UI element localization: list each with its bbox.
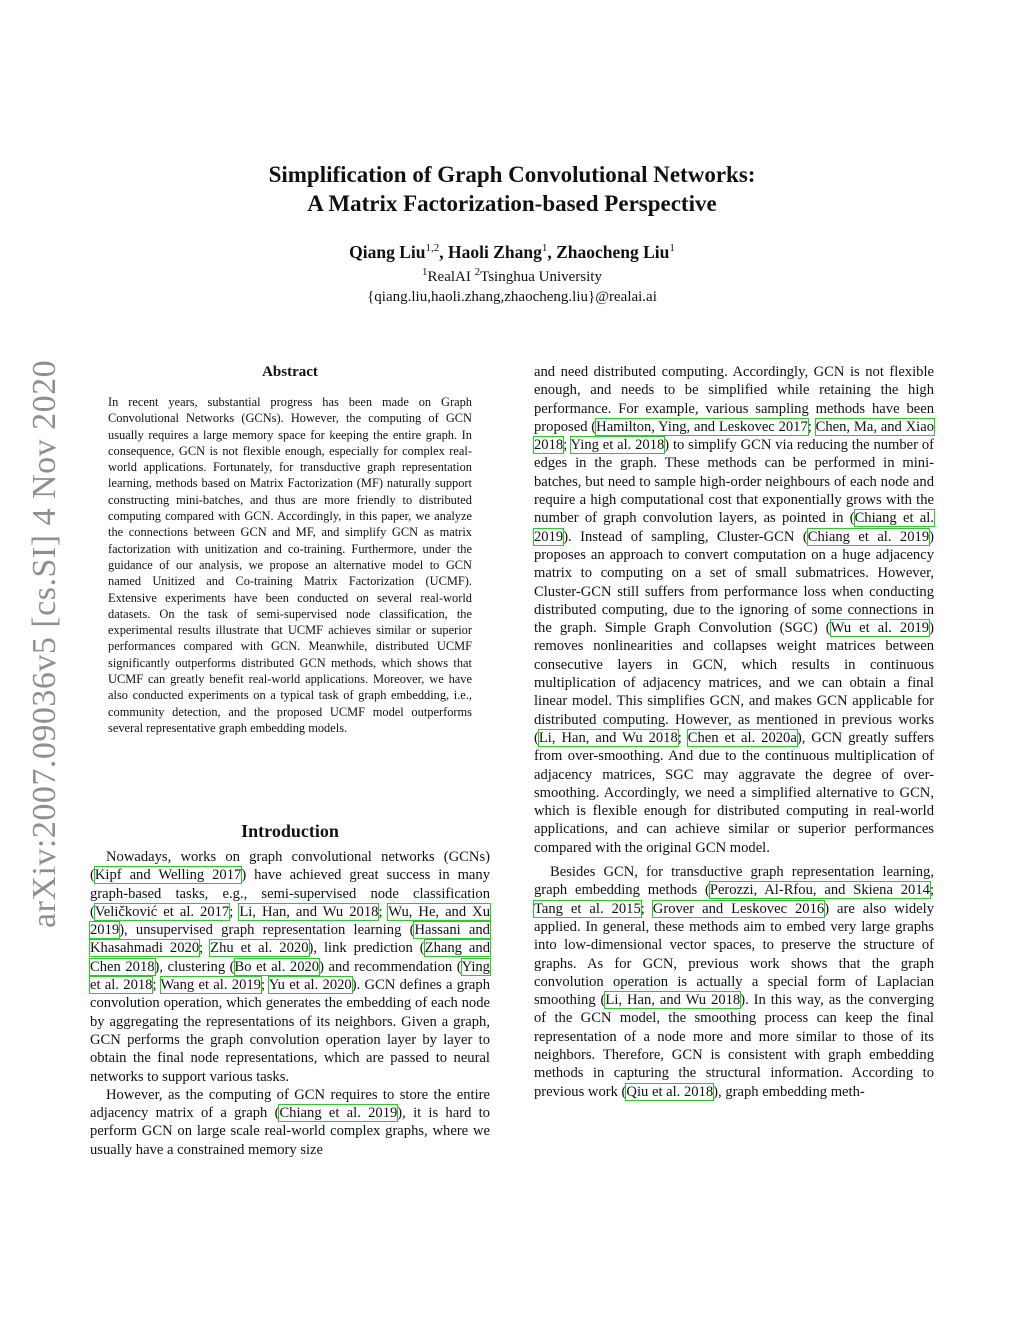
introduction-left-column bbox=[90, 848, 490, 1159]
citation-link[interactable]: Bo et al. 2020 bbox=[234, 958, 320, 975]
author-name: Qiang Liu bbox=[349, 241, 426, 262]
citation-link[interactable]: Zhu et al. 2020 bbox=[210, 940, 309, 957]
author-name: Zhaocheng Liu bbox=[556, 241, 670, 262]
citation-link[interactable]: Veličković et al. 2017 bbox=[94, 903, 230, 920]
affiliation-mark: 2 bbox=[474, 266, 481, 278]
body-text: However, as the computing of GCN requires to store the entire adjacency matrix of a graph ( bbox=[90, 1086, 490, 1122]
arxiv-identifier-stamp: arXiv:2007.09036v5 [cs.SI] 4 Nov 2020 bbox=[26, 359, 63, 928]
citation-link[interactable]: Chiang et al. 2019 bbox=[279, 1105, 398, 1122]
citation-link[interactable]: Tang et al. 2015 bbox=[534, 900, 641, 917]
body-text: ) have achieved great success in many graph-based tasks, e.g., semi-supervised node classification ( bbox=[90, 867, 490, 920]
intro-paragraph-1 bbox=[90, 848, 490, 1086]
citation-link[interactable]: Qiu et al. 2018 bbox=[626, 1083, 714, 1100]
body-text: ). In this way, as the converging of the GCN model, the smoothing process can keep the final representation of a node more and more similar to those of its neighbors. Therefore, GCN is consistent with graph embedding methods in capturing the structural information. According to previous work ( bbox=[534, 992, 934, 1100]
body-text: Besides GCN, for transductive graph representation learning, graph embedding methods ( bbox=[534, 864, 934, 899]
citation-link[interactable]: Ying et al. 2018 bbox=[90, 958, 490, 994]
author-emails: {qiang.liu,haoli.zhang,zhaocheng.liu}@realai.ai bbox=[367, 289, 657, 305]
author-affiliation-mark: 1 bbox=[541, 242, 548, 254]
body-text: ) to simplify GCN via reducing the number of edges in the graph. These methods can be performed in mini-batches, but need to sample high-order neighbours of each node and require a high computational cost that exponentially grows with the number of graph convolution layers, as pointed in ( bbox=[534, 437, 935, 527]
citation-link[interactable]: Chen, Ma, and Xiao 2018 bbox=[534, 418, 934, 454]
title-line-2: A Matrix Factorization-based Perspective bbox=[307, 191, 717, 216]
citation-separator: ; bbox=[378, 903, 389, 920]
body-text: and need distributed computing. Accordingly, GCN is not flexible enough, and needs to be simplified while retaining the high performance. For example, various sampling methods have been proposed ( bbox=[534, 364, 934, 435]
author-separator: , bbox=[439, 241, 448, 262]
right-paragraph-2 bbox=[534, 863, 934, 1101]
citation-separator: ; bbox=[199, 940, 211, 957]
author-list bbox=[0, 237, 1024, 263]
body-text: ) and recommendation ( bbox=[319, 958, 462, 975]
citation-link[interactable]: Chiang et al. 2019 bbox=[534, 510, 934, 545]
body-text: ), it is hard to perform GCN on large scale real-world complex graphs, where we usually have a constrained memory size bbox=[90, 1105, 490, 1158]
citation-link[interactable]: Wang et al. 2019 bbox=[160, 977, 261, 994]
author-separator: , bbox=[547, 241, 557, 262]
affiliation-block bbox=[0, 262, 1024, 307]
citation-link[interactable]: Li, Han, and Wu 2018 bbox=[239, 903, 379, 920]
citation-link[interactable]: Li, Han, and Wu 2018 bbox=[605, 992, 741, 1009]
body-text: ), clustering ( bbox=[154, 958, 235, 975]
body-text: ), graph embedding meth- bbox=[713, 1083, 865, 1100]
affiliation-mark: 1 bbox=[422, 266, 428, 278]
citation-separator: ; bbox=[640, 900, 653, 917]
citation-link[interactable]: Chiang et al. 2019 bbox=[807, 528, 930, 545]
affiliation-org: Tsinghua University bbox=[480, 269, 602, 285]
body-text: ), unsupervised graph representation learning ( bbox=[119, 922, 415, 939]
citation-link[interactable]: Kipf and Welling 2017 bbox=[94, 867, 242, 884]
title-line-1: Simplification of Graph Convolutional Networks: bbox=[268, 162, 756, 187]
citation-separator: ; bbox=[563, 437, 571, 454]
introduction-heading: Introduction bbox=[241, 821, 339, 841]
body-text: ) are also widely applied. In general, these methods aim to embed very large graphs into low-dimensional vector spaces, to preserve the structure of graphs. As for GCN, previous work shows that the graph convolution operation is actually a special form of Laplacian smoothing ( bbox=[534, 900, 935, 1009]
author-name: Haoli Zhang bbox=[447, 241, 542, 262]
body-text: ), GCN greatly suffers from over-smoothing. And due to the continuous multiplication of adjacency matrices, SGC may aggravate the degree of over-smoothing. Accordingly, we need a simplified alternative to GCN, which is flexible enough for distributed computing in real-world applications, and can achieve similar or superior performances compared with the original GCN model. bbox=[534, 729, 935, 856]
body-text: ). GCN defines a graph convolution operation, which generates the embedding of each node by aggregating the representations of its neighbors. Given a graph, GCN performs the graph convolution operation layer by layer to obtain the final node representations, which are passed to neural networks to support various tasks. bbox=[90, 977, 490, 1085]
abstract-body: In recent years, substantial progress has been made on Graph Convolutional Networks (GCNs). However, the computing of GCN usually requires a large memory space for keeping the entire graph. In consequence, GCN is not flexible enough, especially for complex real-world applications. Fortunately, for transductive graph representation learning, methods based on Matrix Factorization (MF) naturally support constructing mini-batches, and thus are more friendly to distributed computing compared with GCN. Accordingly, in this paper, we analyze the connections between GCN and MF, and simplify GCN as matrix factorization with unitization and co-training. Furthermore, under the guidance of our analysis, we propose an alternative model to GCN named Unitized and Co-training Matrix Factorization (UCMF). Extensive experiments have been conducted on several real-world datasets. On the task of semi-supervised node classification, the experimental results illustrate that UCMF achieves similar or superior performances compared with GCN. Meanwhile, distributed UCMF significantly outperforms distributed GCN methods, which shows that UCMF can greatly benefit real-world applications. Moreover, we have also conducted experiments on a typical task of graph embedding, i.e., community detection, and the proposed UCMF model outperforms several representative graph embedding models. bbox=[108, 395, 472, 735]
author-affiliation-mark: 1,2 bbox=[425, 242, 440, 254]
body-text: ), link prediction ( bbox=[308, 940, 425, 957]
citation-link[interactable]: Wu et al. 2019 bbox=[830, 620, 930, 637]
intro-paragraph-2 bbox=[90, 1086, 490, 1159]
body-text: ). Instead of sampling, Cluster-GCN ( bbox=[563, 528, 808, 545]
citation-link[interactable]: Li, Han, and Wu 2018 bbox=[538, 729, 678, 746]
body-text: ) proposes an approach to convert computation on a huge adjacency matrix to computing on a set of small submatrices. However, Cluster-GCN still suffers from performance loss when conducting distributed computing, due to the ignoring of some connections in the graph. Simple Graph Convolution (SGC) ( bbox=[534, 528, 934, 637]
right-paragraph-1 bbox=[534, 363, 934, 857]
body-text: ) removes nonlinearities and collapses weight matrices between consecutive layers in GCN, which results in continuous multiplication of adjacency matrices, and we can obtain a final linear model. This simplifies GCN, and makes GCN applicable for distributed computing. However, as mentioned in previous works ( bbox=[534, 620, 934, 746]
citation-link[interactable]: Yu et al. 2020 bbox=[268, 977, 352, 994]
citation-link[interactable]: Grover and Leskovec 2016 bbox=[652, 900, 825, 917]
abstract-heading: Abstract bbox=[262, 364, 318, 380]
citation-link[interactable]: Perozzi, Al-Rfou, and Skiena 2014 bbox=[709, 882, 930, 899]
body-text: Nowadays, works on graph convolutional networks (GCNs) ( bbox=[90, 849, 490, 884]
affiliation-line bbox=[0, 262, 1024, 287]
citation-separator: ; bbox=[807, 418, 816, 435]
citation-link[interactable]: Hamilton, Ying, and Leskovec 2017 bbox=[596, 418, 808, 435]
citation-separator: ; bbox=[229, 903, 240, 920]
citation-separator: ; bbox=[152, 977, 161, 994]
citation-link[interactable]: Hassani and Khasahmadi 2020 bbox=[90, 922, 490, 957]
introduction-right-column bbox=[534, 363, 934, 1101]
citation-link[interactable]: Wu, He, and Xu 2019 bbox=[90, 903, 491, 939]
affiliation-org: RealAI bbox=[427, 269, 475, 285]
paper-title bbox=[0, 160, 1024, 218]
citation-separator: ; bbox=[260, 977, 269, 994]
author-affiliation-mark: 1 bbox=[669, 242, 675, 254]
citation-separator: ; bbox=[929, 882, 934, 899]
citation-separator: ; bbox=[677, 729, 688, 746]
citation-link[interactable]: Zhang and Chen 2018 bbox=[90, 940, 491, 975]
citation-link[interactable]: Chen et al. 2020a bbox=[687, 729, 797, 746]
citation-link[interactable]: Ying et al. 2018 bbox=[570, 437, 665, 454]
